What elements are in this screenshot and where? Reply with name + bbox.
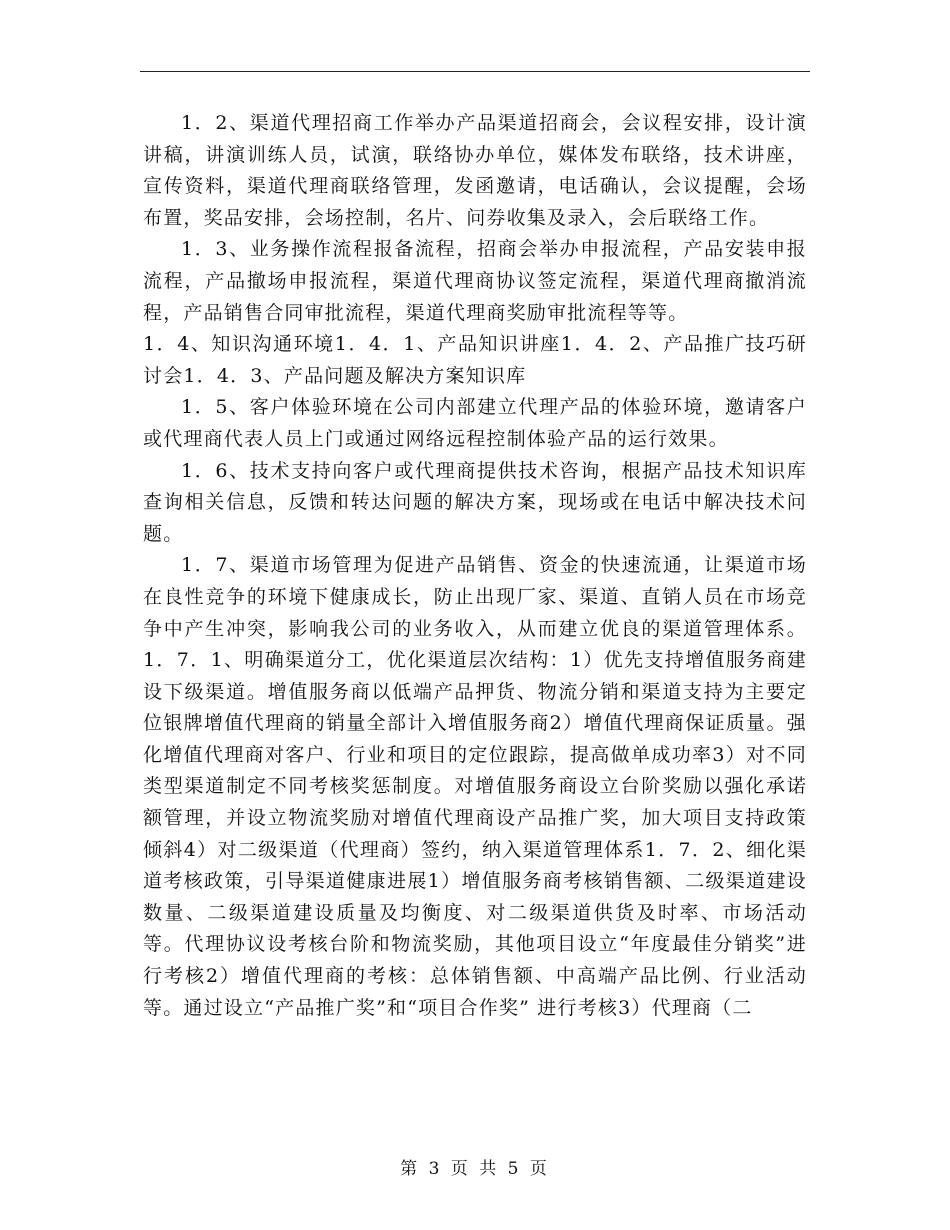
paragraph-1-4: 1．4、知识沟通环境1．4．1、产品知识讲座1．4．2、产品推广技巧研讨会1．4．3、产品问题及解决方案知识库 bbox=[143, 333, 807, 387]
paragraph-1-2: 1．2、渠道代理招商工作举办产品渠道招商会，会议程安排，设计演讲稿，讲演训练人员，试演，联络协办单位，媒体发布联络，技术讲座，宣传资料，渠道代理商联络管理，发函邀请，电话确认，会议提醒，会场布置，奖品安排，会场控制，名片、问券收集及录入，会后联络工作。 bbox=[143, 112, 807, 229]
page-footer: 第 3 页 共 5 页 bbox=[400, 1159, 550, 1179]
paragraph-1-6: 1．6、技术支持向客户或代理商提供技术咨询，根据产品技术知识库查询相关信息，反馈和转达问题的解决方案，现场或在电话中解决技术问题。 bbox=[143, 459, 807, 545]
paragraph-1-7: 1．7、渠道市场管理为促进产品销售、资金的快速流通，让渠道市场在良性竞争的环境下健康成长，防止出现厂家、渠道、直销人员在市场竞争中产生冲突，影响我公司的业务收入，从而建立优良的渠道管理体系。1．7．1、明确渠道分工，优化渠道层次结构：1）优先支持增值服务商建设下级渠道。增值服务商以低端产品押货、物流分销和渠道支持为主要定位银牌增值代理商的销量全部计入增值服务商2）增值代理商保证质量。强化增值代理商对客户、行业和项目的定位跟踪，提高做单成功率3）对不同类型渠道制定不同考核奖惩制度。对增值服务商设立台阶奖励以强化承诺额管理，并设立物流奖励对增值代理商设产品推广奖，加大项目支持政策倾斜4）对二级渠道（代理商）签约，纳入渠道管理体系1．7．2、细化渠道考核政策，引导渠道健康进展1）增值服务商考核销售额、二级渠道建设数量、二级渠道建设质量及均衡度、对二级渠道供货及时率、市场活动等。代理协议设考核台阶和物流奖励，其他项目设立“年度最佳分销奖”进行考核2）增值代理商的考核：总体销售额、中高端产品比例、行业活动等。通过设立“产品推广奖”和“项目合作奖” 进行考核3）代理商（二 bbox=[143, 554, 807, 1019]
document-body bbox=[143, 108, 807, 1024]
header-rule bbox=[140, 71, 810, 72]
paragraph-1-3: 1．3、业务操作流程报备流程，招商会举办申报流程，产品安装申报流程，产品撤场申报流程，渠道代理商协议签定流程，渠道代理商撤消流程，产品销售合同审批流程，渠道代理商奖励审批流程等等。 bbox=[143, 238, 807, 324]
paragraph-1-5: 1．5、客户体验环境在公司内部建立代理产品的体验环境，邀请客户或代理商代表人员上门或通过网络远程控制体验产品的运行效果。 bbox=[143, 396, 807, 450]
